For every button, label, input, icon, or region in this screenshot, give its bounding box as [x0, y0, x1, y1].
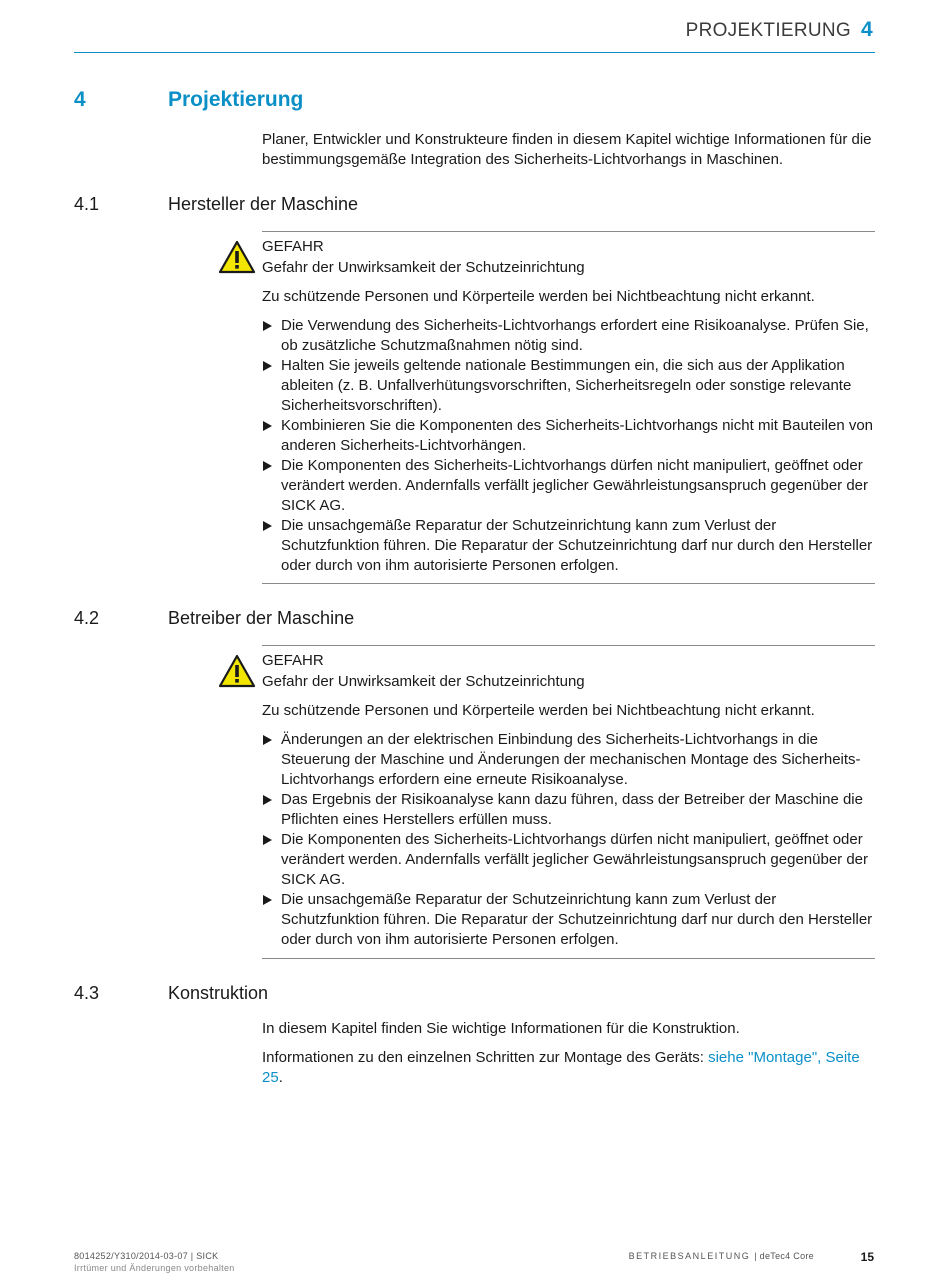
list-item: Halten Sie jeweils geltende nationale Bestimmungen ein, die sich aus der Applikation ableiten (z. B. Unfallverhütungsvorschriften, Sicherheitsregeln oder sonstige relevante Sicherheitsvorschriften). — [262, 356, 875, 416]
footer-disclaimer: Irrtümer und Änderungen vorbehalten — [74, 1263, 235, 1273]
list-item: Kombinieren Sie die Komponenten des Sicherheits-Lichtvorhangs nicht mit Bauteilen von anderen Sicherheits-Lichtvorhängen. — [262, 416, 875, 456]
notice-top-rule — [262, 645, 875, 646]
page-number: 15 — [860, 1250, 874, 1264]
hazard-subtitle: Gefahr der Unwirksamkeit der Schutzeinrichtung — [262, 673, 585, 690]
hazard-subtitle: Gefahr der Unwirksamkeit der Schutzeinrichtung — [262, 259, 585, 276]
footer-product: | deTec4 Core — [754, 1251, 814, 1261]
cross-reference-link[interactable]: siehe "Montage", Seite 25 — [262, 1049, 860, 1086]
notice-bottom-rule — [262, 583, 875, 584]
list-item: Die unsachgemäße Reparatur der Schutzeinrichtung kann zum Verlust der Schutzfunktion führen. Die Reparatur der Schutzeinrichtung darf nur durch den Hersteller oder durch von ihm autorisierte Personen erfolgen. — [262, 890, 875, 950]
notice-top-rule — [262, 231, 875, 232]
list-item: Änderungen an der elektrischen Einbindung des Sicherheits-Lichtvorhangs in die Steuerung der Maschine und Änderungen der mechanischen Montage des Sicherheits-Lichtvorhangs erfordern eine erneute Risikoanalyse. — [262, 730, 875, 790]
section-number: 4.3 — [74, 983, 100, 1003]
signal-word: GEFAHR — [262, 238, 324, 255]
section-heading — [74, 608, 875, 632]
arrow-bullet-icon — [263, 521, 272, 531]
running-header-number: 4 — [861, 18, 873, 41]
hazard-consequence: Zu schützende Personen und Körperteile werden bei Nichtbeachtung nicht erkannt. — [262, 288, 815, 305]
body-paragraph: Informationen zu den einzelnen Schritten zur Montage des Geräts: siehe "Montage", Seite 25. — [262, 1049, 860, 1086]
section-title: Hersteller der Maschine — [168, 194, 359, 214]
arrow-bullet-icon — [263, 835, 272, 845]
chapter-number: 4 — [74, 88, 86, 111]
arrow-bullet-icon — [263, 361, 272, 371]
list-item: Die unsachgemäße Reparatur der Schutzeinrichtung kann zum Verlust der Schutzfunktion führen. Die Reparatur der Schutzeinrichtung darf nur durch den Hersteller oder durch von ihm autorisierte Personen erfolgen. — [262, 516, 875, 576]
footer-doc-type: BETRIEBSANLEITUNG | deTec4 Core — [628, 1251, 814, 1261]
running-header — [686, 18, 873, 42]
measures-list — [262, 730, 875, 950]
arrow-bullet-icon — [263, 461, 272, 471]
warning-triangle-icon — [218, 654, 256, 688]
warning-triangle-icon — [218, 240, 256, 274]
section-title: Betreiber der Maschine — [168, 608, 355, 628]
section-number: 4.1 — [74, 194, 100, 214]
arrow-bullet-icon — [263, 421, 272, 431]
list-item: Die Komponenten des Sicherheits-Lichtvorhangs dürfen nicht manipuliert, geöffnet oder verändert werden. Andernfalls verfällt jeglicher Gewährleistungsanspruch gegenüber der SICK AG. — [262, 830, 875, 890]
running-header-title: PROJEKTIERUNG — [685, 20, 852, 41]
section-heading — [74, 983, 875, 1007]
footer-doc-info — [74, 1250, 235, 1274]
list-item: Das Ergebnis der Risikoanalyse kann dazu führen, dass der Betreiber der Maschine die Pflichten eines Herstellers erfüllen muss. — [262, 790, 875, 830]
chapter-intro: Planer, Entwickler und Konstrukteure finden in diesem Kapitel wichtige Informationen für die bestimmungsgemäße Integration des Sicherheits-Lichtvorhangs in Maschinen. — [262, 131, 872, 168]
list-item: Die Komponenten des Sicherheits-Lichtvorhangs dürfen nicht manipuliert, geöffnet oder verändert werden. Andernfalls verfällt jeglicher Gewährleistungsanspruch gegenüber der SICK AG. — [262, 456, 875, 516]
section-number: 4.2 — [74, 608, 100, 628]
header-rule — [74, 52, 875, 53]
body-paragraph: In diesem Kapitel finden Sie wichtige Informationen für die Konstruktion. — [262, 1020, 740, 1037]
measures-list — [262, 316, 875, 576]
signal-word: GEFAHR — [262, 652, 324, 669]
arrow-bullet-icon — [263, 735, 272, 745]
section-title: Konstruktion — [168, 983, 269, 1003]
hazard-consequence: Zu schützende Personen und Körperteile werden bei Nichtbeachtung nicht erkannt. — [262, 702, 815, 719]
chapter-title: Projektierung — [168, 88, 304, 111]
list-item: Die Verwendung des Sicherheits-Lichtvorhangs erfordert eine Risikoanalyse. Prüfen Sie, ob zusätzliche Schutzmaßnahmen nötig sind. — [262, 316, 875, 356]
notice-bottom-rule — [262, 958, 875, 959]
arrow-bullet-icon — [263, 795, 272, 805]
arrow-bullet-icon — [263, 895, 272, 905]
section-heading — [74, 194, 875, 218]
arrow-bullet-icon — [263, 321, 272, 331]
footer-doc-id: 8014252/Y310/2014-03-07 | SICK — [74, 1251, 219, 1261]
